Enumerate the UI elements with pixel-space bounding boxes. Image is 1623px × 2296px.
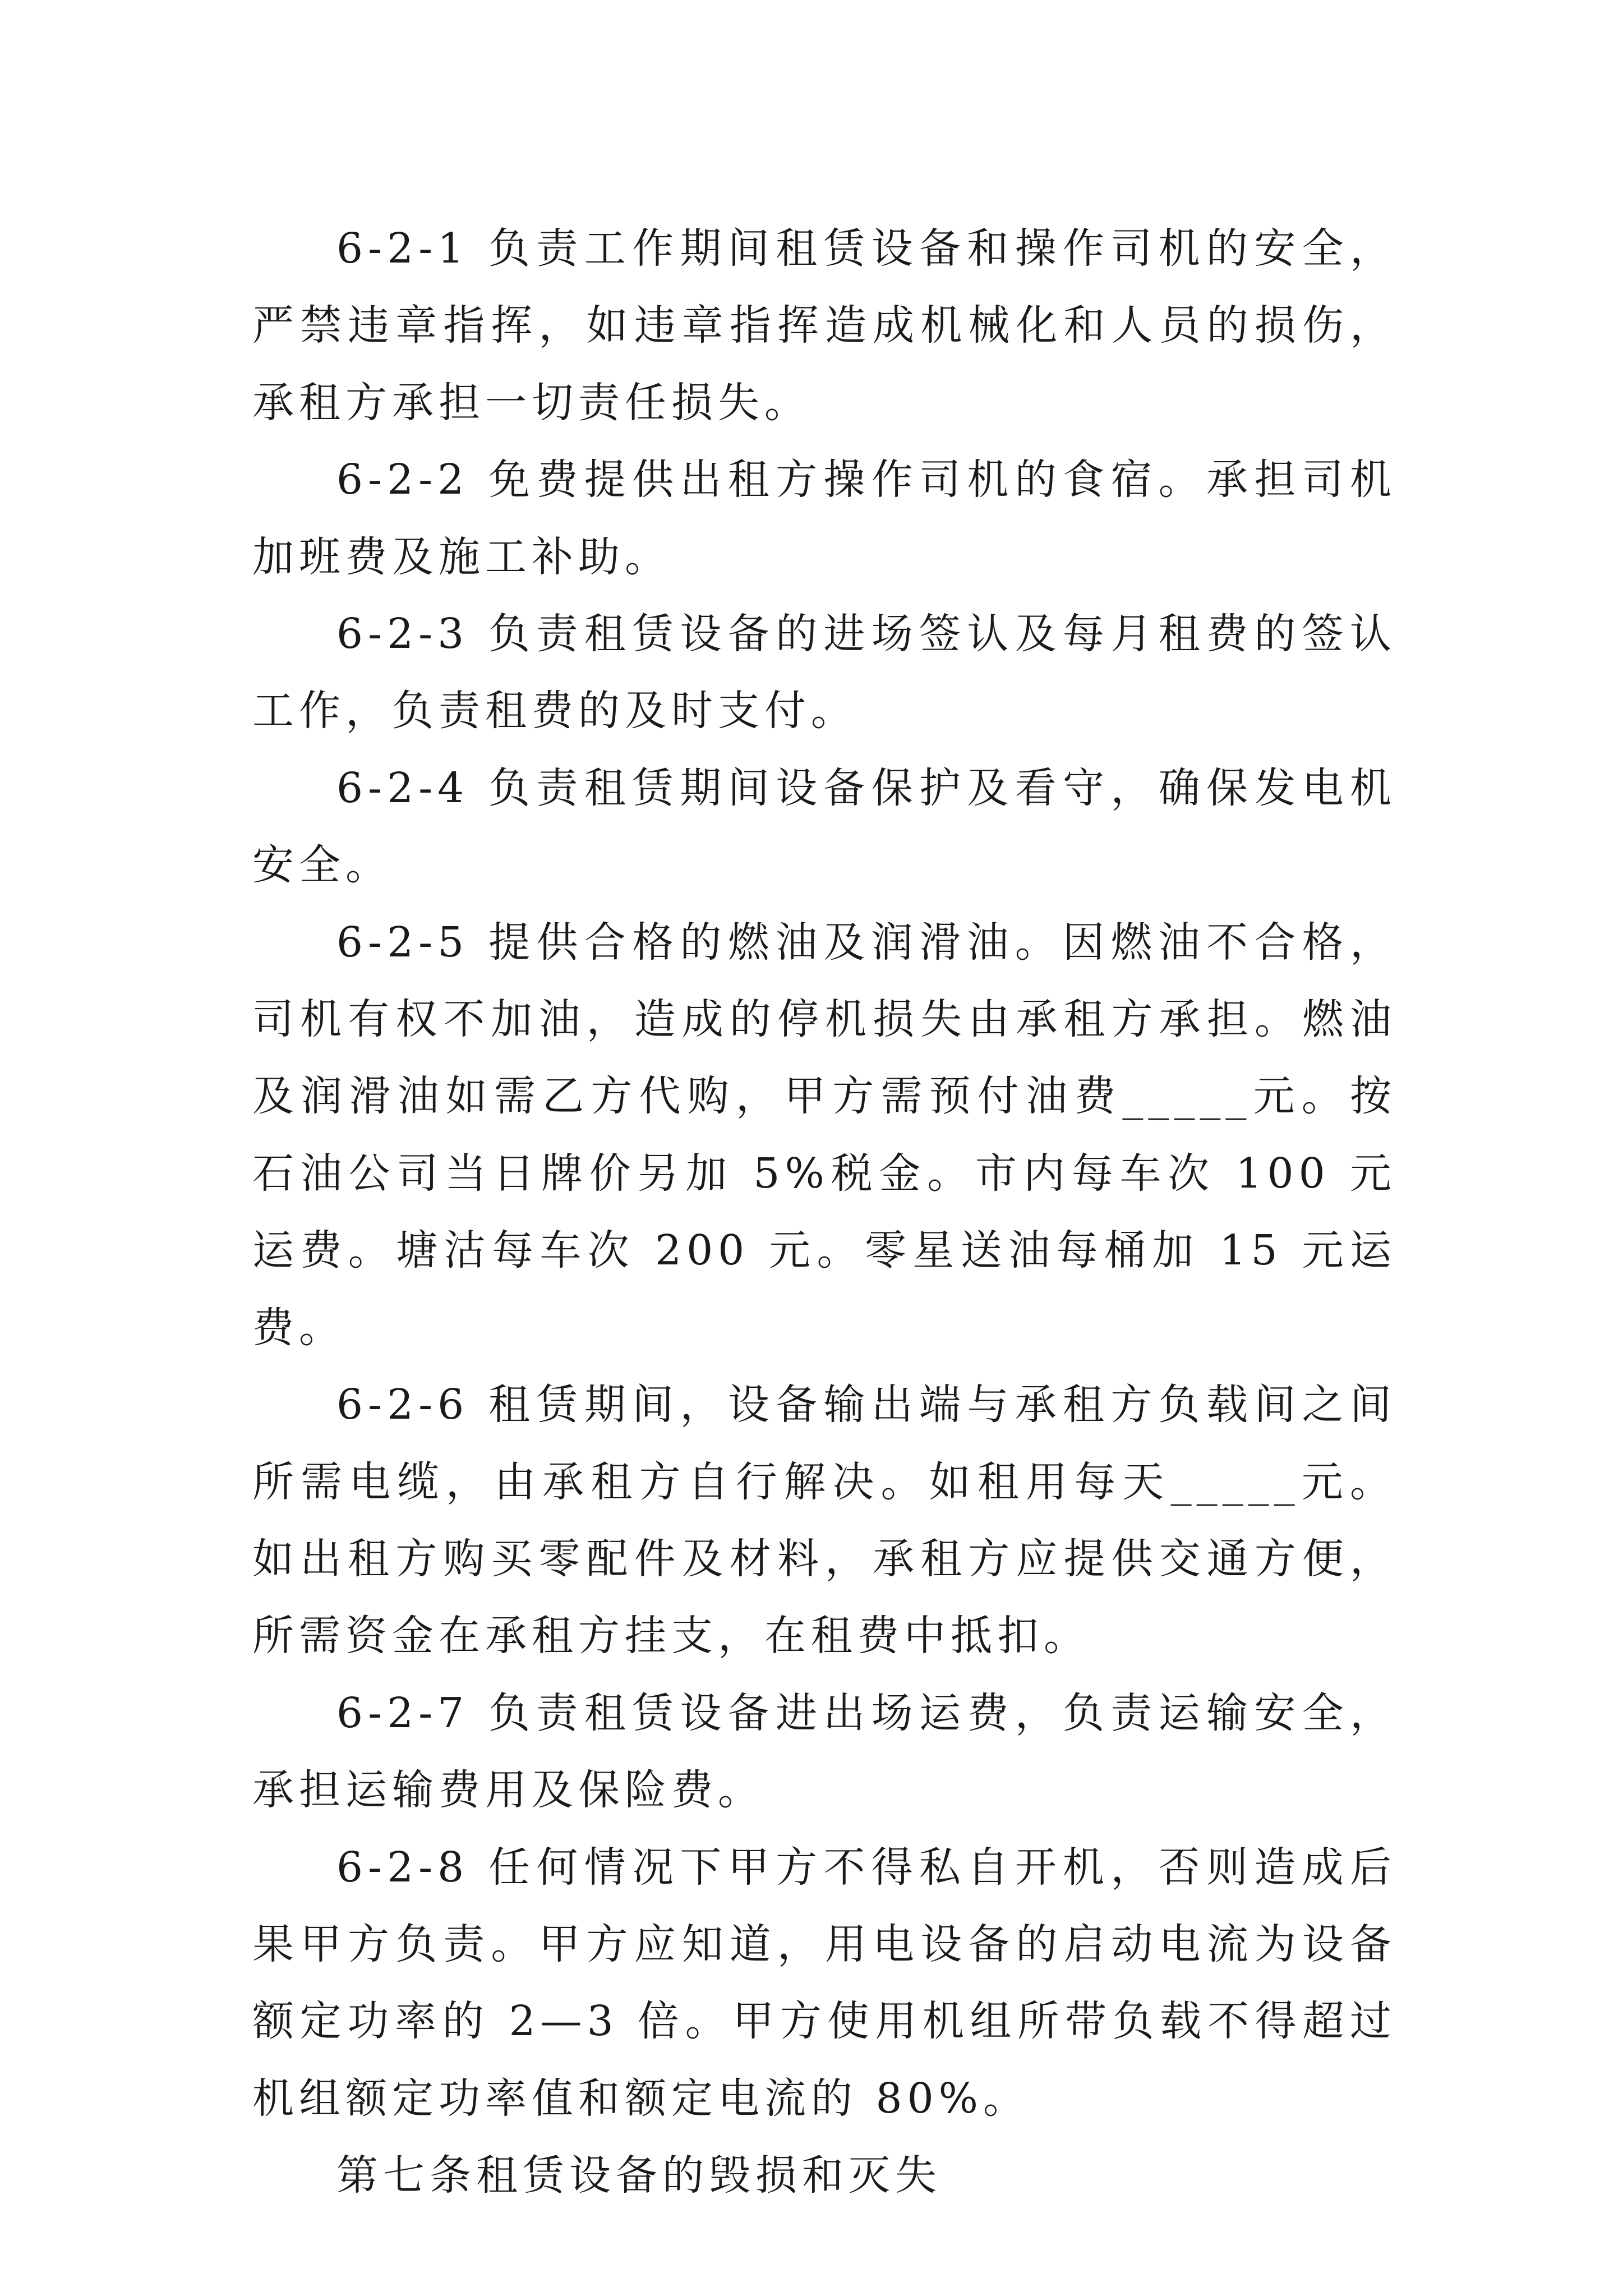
article-7-heading: 第七条租赁设备的毁损和灭失: [336, 2151, 942, 2200]
paragraph-6-2-3: 6-2-3 负责租赁设备的进场签认及每月租费的签认工作，负责租费的及时支付。: [252, 610, 1396, 735]
paragraph-6-2-1: 6-2-1 负责工作期间租赁设备和操作司机的安全，严禁违章指挥，如违章指挥造成机械化和人员的损伤，承租方承担一切责任损失。: [252, 224, 1396, 427]
paragraph-6-2-4: 6-2-4 负责租赁期间设备保护及看守，确保发电机安全。: [252, 763, 1396, 890]
paragraph-6-2-6: 6-2-6 租赁期间，设备输出端与承租方负载间之间所需电缆，由承租方自行解决。如租用每天_____元。如出租方购买零配件及材料，承租方应提供交通方便，所需资金在承租方挂支，在租费中抵扣。: [252, 1381, 1396, 1660]
paragraph-6-2-7: 6-2-7 负责租赁设备进出场运费，负责运输安全，承担运输费用及保险费。: [252, 1688, 1396, 1815]
paragraph-6-2-2: 6-2-2 免费提供出租方操作司机的食宿。承担司机加班费及施工补助。: [252, 455, 1396, 581]
paragraph-6-2-8: 6-2-8 任何情况下甲方不得私自开机，否则造成后果甲方负责。甲方应知道，用电设备的启动电流为设备额定功率的 2—3 倍。甲方使用机组所带负载不得超过机组额定功率值和额定电流的 80%。: [252, 1843, 1396, 2123]
paragraph-6-2-5: 6-2-5 提供合格的燃油及润滑油。因燃油不合格，司机有权不加油，造成的停机损失由承租方承担。燃油及润滑油如需乙方代购，甲方需预付油费_____元。按石油公司当日牌价另加 5%税金。市内每车次 100 元运费。塘沽每车次 200 元。零星送油每桶加 15 元运费。: [252, 918, 1396, 1352]
document-body: [252, 210, 1396, 2215]
